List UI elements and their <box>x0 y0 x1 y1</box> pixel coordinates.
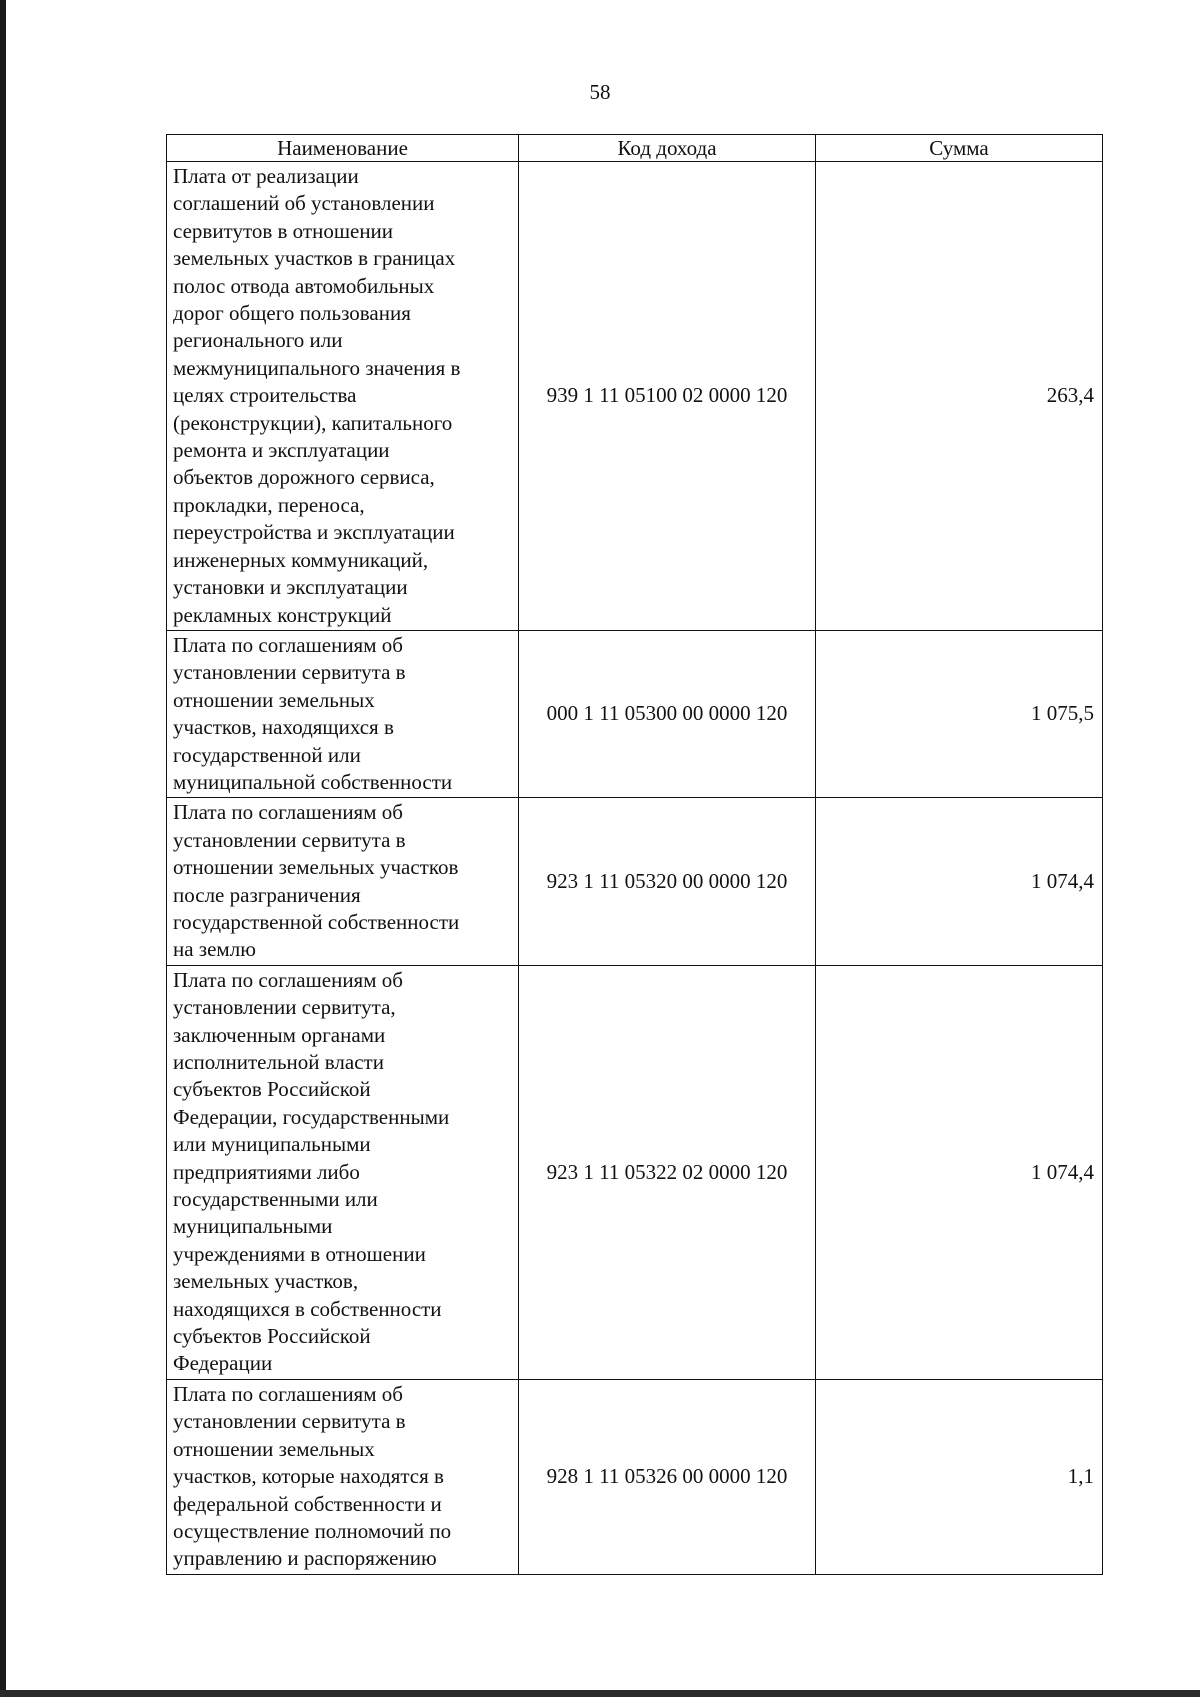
row-name-cell <box>167 798 519 965</box>
table-row <box>167 1379 1103 1574</box>
row-name-line: федеральной собственности и <box>173 1491 442 1516</box>
row-name-line: установлении сервитута в <box>173 660 406 685</box>
row-sum-cell: 263,4 <box>816 162 1103 631</box>
row-code-cell: 000 1 11 05300 00 0000 120 <box>519 630 816 797</box>
table-header-row <box>167 135 1103 162</box>
row-code-cell: 928 1 11 05326 00 0000 120 <box>519 1379 816 1574</box>
row-name-line: Плата по соглашениям об <box>173 1381 403 1406</box>
revenue-table <box>166 134 1103 1575</box>
row-name-line: переустройства и эксплуатации <box>173 520 455 545</box>
row-name-line: на землю <box>173 937 256 962</box>
row-name-line: заключенным органами <box>173 1022 386 1047</box>
row-name-line: (реконструкции), капитального <box>173 410 453 435</box>
column-header-name: Наименование <box>167 135 519 162</box>
row-name-line: прокладки, переноса, <box>173 492 365 517</box>
row-sum-cell: 1,1 <box>816 1379 1103 1574</box>
row-name-line: Федерации, государственными <box>173 1104 450 1129</box>
row-name-line: исполнительной власти <box>173 1050 384 1074</box>
table-row <box>167 965 1103 1379</box>
row-name-line: участков, которые находятся в <box>173 1464 444 1489</box>
row-name-line: дорог общего пользования <box>173 301 411 326</box>
table-body <box>167 162 1103 1575</box>
scan-left-edge <box>0 0 6 1697</box>
table-row <box>167 630 1103 797</box>
row-name-line: Плата от реализации <box>173 164 359 188</box>
row-name-line: государственной собственности <box>173 909 460 934</box>
row-name-line: субъектов Российской <box>173 1324 371 1349</box>
row-name-cell <box>167 965 519 1379</box>
row-name-line: или муниципальными <box>173 1132 371 1157</box>
row-name-cell <box>167 162 519 631</box>
row-name-line: установки и эксплуатации <box>173 575 408 600</box>
row-name-line: муниципальными <box>173 1214 333 1239</box>
row-name-line: отношении земельных <box>173 1436 375 1461</box>
row-name-line: соглашений об установлении <box>173 191 435 216</box>
row-code-cell: 923 1 11 05320 00 0000 120 <box>519 798 816 965</box>
row-name-line: субъектов Российской <box>173 1077 371 1102</box>
row-sum-cell: 1 074,4 <box>816 798 1103 965</box>
row-sum-cell: 1 075,5 <box>816 630 1103 797</box>
row-name-line: земельных участков в границах <box>173 246 456 271</box>
column-header-sum: Сумма <box>816 135 1103 162</box>
row-name-line: муниципальной собственности <box>173 769 453 794</box>
scan-bottom-edge <box>0 1690 1200 1697</box>
row-name-line: Плата по соглашениям об <box>173 632 403 657</box>
table-row <box>167 798 1103 965</box>
row-name-line: целях строительства <box>173 383 357 408</box>
row-name-line: государственной или <box>173 742 361 767</box>
row-name-line: инженерных коммуникаций, <box>173 547 429 572</box>
row-name-cell <box>167 1379 519 1574</box>
row-name-line: Федерации <box>173 1351 273 1376</box>
row-name-line: учреждениями в отношении <box>173 1241 426 1266</box>
row-name-line: Плата по соглашениям об <box>173 800 403 825</box>
row-sum-cell: 1 074,4 <box>816 965 1103 1379</box>
row-name-line: установлении сервитута, <box>173 995 396 1020</box>
row-code-cell: 939 1 11 05100 02 0000 120 <box>519 162 816 631</box>
row-name-line: участков, находящихся в <box>173 715 394 740</box>
row-name-line: государственными или <box>173 1187 378 1212</box>
row-name-cell <box>167 630 519 797</box>
row-name-line: межмуниципального значения в <box>173 355 461 380</box>
row-name-line: рекламных конструкций <box>173 602 392 627</box>
row-name-line: отношении земельных участков <box>173 855 459 880</box>
row-name-line: Плата по соглашениям об <box>173 967 403 992</box>
row-code-cell: 923 1 11 05322 02 0000 120 <box>519 965 816 1379</box>
row-name-line: находящихся в собственности <box>173 1296 442 1321</box>
row-name-line: установлении сервитута в <box>173 1409 406 1434</box>
column-header-code: Код дохода <box>519 135 816 162</box>
row-name-line: земельных участков, <box>173 1269 359 1294</box>
row-name-line: регионального или <box>173 328 343 353</box>
row-name-line: объектов дорожного сервиса, <box>173 465 435 490</box>
table-row <box>167 162 1103 631</box>
row-name-line: ремонта и эксплуатации <box>173 438 390 463</box>
page-number: 58 <box>589 80 611 104</box>
row-name-line: предприятиями либо <box>173 1159 360 1184</box>
row-name-line: управлению и распоряжению <box>173 1546 437 1571</box>
row-name-line: сервитутов в отношении <box>173 218 394 243</box>
row-name-line: после разграничения <box>173 882 361 907</box>
row-name-line: установлении сервитута в <box>173 827 406 852</box>
row-name-line: осуществление полномочий по <box>173 1518 452 1543</box>
row-name-line: отношении земельных <box>173 687 375 712</box>
row-name-line: полос отвода автомобильных <box>173 273 435 298</box>
